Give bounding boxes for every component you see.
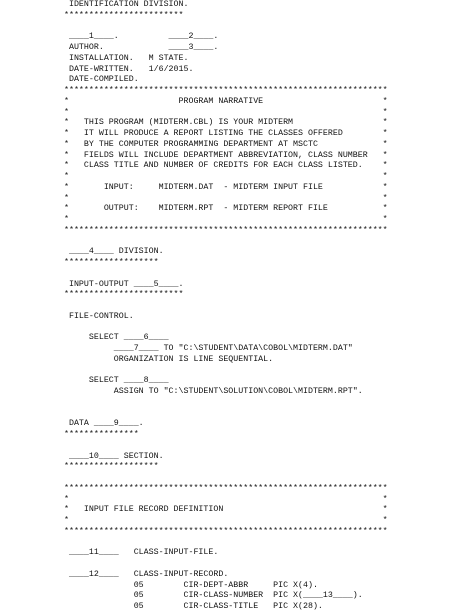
code-line: * * xyxy=(64,193,388,203)
code-line xyxy=(64,301,388,312)
code-line xyxy=(64,398,388,409)
code-line xyxy=(64,559,388,570)
code-line: * CLASS TITLE AND NUMBER OF CREDITS FOR EACH CLASS LISTED. * xyxy=(64,161,388,171)
code-line: ____10____ SECTION. xyxy=(64,451,164,461)
code-line: ____12____ CLASS-INPUT-RECORD. xyxy=(64,569,229,579)
code-line: * INPUT: MIDTERM.DAT - MIDTERM INPUT FILE * xyxy=(64,182,388,192)
code-line: * IT WILL PRODUCE A REPORT LISTING THE CLASSES OFFERED * xyxy=(64,129,388,138)
code-line: ************************ xyxy=(64,10,184,20)
code-line: *************** xyxy=(64,430,139,439)
code-line: ************************ xyxy=(64,290,184,300)
code-line: IDENTIFICATION DIVISION. xyxy=(64,0,189,9)
code-line: ____4____ DIVISION. xyxy=(64,247,164,257)
code-line: SELECT ____8____ xyxy=(64,376,169,386)
code-line: AUTHOR. ____3____. xyxy=(64,43,219,52)
code-line: * PROGRAM NARRATIVE * xyxy=(64,96,388,106)
code-line: ******************* xyxy=(64,258,159,267)
code-line: DATE-WRITTEN. 1/6/2015. xyxy=(64,64,194,74)
code-line: * * xyxy=(64,494,388,504)
code-line: DATE-COMPILED. xyxy=(64,75,139,85)
code-line xyxy=(64,269,388,280)
code-line: 05 CIR-DEPT-ABBR PIC X(4). xyxy=(64,580,318,590)
code-line xyxy=(64,441,388,452)
code-line: DATA ____9____. xyxy=(64,419,144,429)
code-line: SELECT ____6____ xyxy=(64,333,169,343)
code-line: ____7____ TO "C:\STUDENT\DATA\COBOL\MIDTERM.DAT" xyxy=(64,344,353,353)
code-line: * BY THE COMPUTER PROGRAMMING DEPARTMENT AT MSCTC * xyxy=(64,139,388,149)
code-line: ____1____. ____2____. xyxy=(64,32,219,42)
code-line: * * xyxy=(64,172,388,181)
code-line: ***************************************************************** xyxy=(64,483,388,493)
code-line xyxy=(64,22,388,33)
cobol-source-listing xyxy=(64,0,388,613)
code-line: ASSIGN TO "C:\STUDENT\SOLUTION\COBOL\MIDTERM.RPT". xyxy=(64,387,363,396)
code-line: 05 CIR-CLASS-NUMBER PIC X(____13____). xyxy=(64,591,363,601)
code-line: INPUT-OUTPUT ____5____. xyxy=(64,279,184,289)
code-line: ***************************************************************** xyxy=(64,225,388,235)
code-line: * INPUT FILE RECORD DEFINITION * xyxy=(64,505,388,515)
code-line: ***************************************************************** xyxy=(64,526,388,536)
code-line xyxy=(64,538,388,549)
code-line: * * xyxy=(64,516,388,525)
code-line xyxy=(64,473,388,484)
code-line: * OUTPUT: MIDTERM.RPT - MIDTERM REPORT FILE * xyxy=(64,204,388,214)
code-line xyxy=(64,323,388,334)
code-line: ******************* xyxy=(64,462,159,472)
code-line xyxy=(64,409,388,420)
code-line: * THIS PROGRAM (MIDTERM.CBL) IS YOUR MIDTERM * xyxy=(64,118,388,128)
code-line: 05 CIR-CLASS-TITLE PIC X(28). xyxy=(64,602,323,611)
code-line: FILE-CONTROL. xyxy=(64,311,134,321)
code-line xyxy=(64,237,388,248)
code-line: ____11____ CLASS-INPUT-FILE. xyxy=(64,548,219,558)
code-line xyxy=(64,366,388,377)
code-line: * * xyxy=(64,215,388,224)
code-line: INSTALLATION. M STATE. xyxy=(64,53,189,63)
code-line: ORGANIZATION IS LINE SEQUENTIAL. xyxy=(64,354,274,364)
code-line: ***************************************************************** xyxy=(64,86,388,95)
code-line: * FIELDS WILL INCLUDE DEPARTMENT ABBREVIATION, CLASS NUMBER * xyxy=(64,150,388,160)
code-line: * * xyxy=(64,107,388,117)
